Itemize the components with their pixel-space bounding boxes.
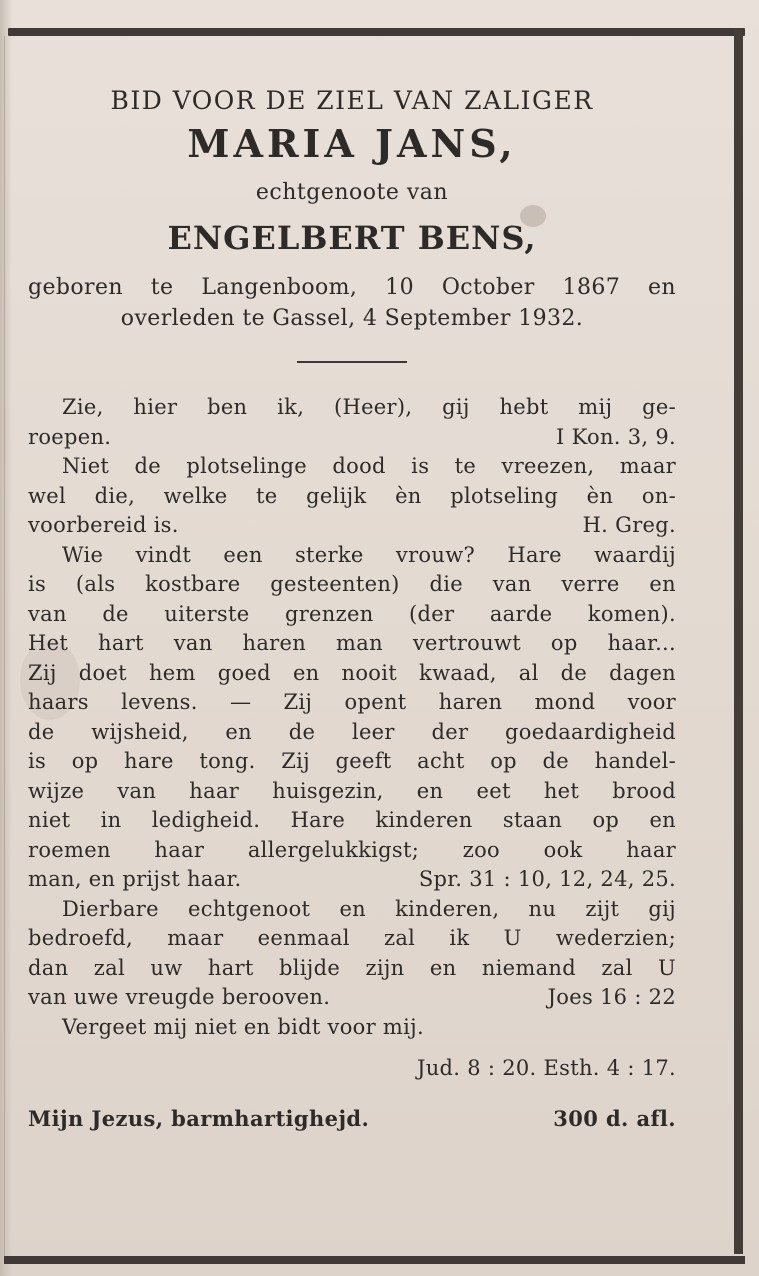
relation-text: echtgenoote van	[255, 180, 449, 205]
verse-line: Zie, hier ben ik, (Heer), gij hebt mij ge-	[62, 395, 676, 419]
death-line: overleden te Gassel, 4 September 1932.	[120, 306, 584, 331]
card-content	[28, 86, 676, 1131]
verse-line: wel die, welke te gelijk èn plotseling èn on-	[28, 483, 676, 508]
border-top	[8, 28, 745, 36]
verse-line: Het hart van haren man vertrouwt op haar...	[28, 631, 676, 655]
verse-line: is (als kostbare gesteenten) die van verre en	[28, 572, 676, 596]
verse-line: Zij doet hem goed en nooit kwaad, al de dagen	[28, 660, 676, 685]
verse-reference: I Kon. 3, 9.	[556, 424, 676, 449]
verse-line	[28, 865, 676, 895]
verse-text: roepen.	[28, 424, 112, 449]
border-left	[4, 36, 5, 1258]
verse-line: wijze van haar huisgezin, en eet het brood	[28, 778, 676, 803]
verse-line	[28, 511, 676, 541]
birth-line: geboren te Langenboom, 10 October 1867 en	[28, 275, 676, 300]
card-heading	[28, 86, 676, 257]
verse-reference: H. Greg.	[582, 513, 676, 537]
verse-text: van uwe vreugde berooven.	[28, 985, 331, 1009]
verse-line: Vergeet mij niet en bidt voor mij.	[62, 1014, 424, 1039]
verse-line	[28, 423, 676, 453]
verse-line: Dierbare echtgenoot en kinderen, nu zijt gij	[62, 896, 676, 921]
verse-line	[28, 983, 676, 1013]
card-footer	[28, 1106, 676, 1131]
verse-line: bedroefd, maar eenmaal zal ik U wederzien;	[28, 926, 676, 950]
verse-line: van de uiterste grenzen (der aarde komen).	[28, 601, 676, 626]
prayer-heading: BID VOOR DE ZIEL VAN ZALIGER	[110, 86, 594, 115]
verse-line: dan zal uw hart blijde zijn en niemand zal U	[28, 955, 676, 980]
verses-block	[28, 393, 676, 1084]
verse-line: niet in ledigheid. Hare kinderen staan op en	[28, 808, 676, 832]
footer-prayer: Mijn Jezus, barmhartighejd.	[28, 1105, 370, 1131]
verse-line: is op hare tong. Zij geeft acht op de handel-	[28, 749, 676, 773]
verse-reference: Jud. 8 : 20. Esth. 4 : 17.	[417, 1056, 676, 1080]
paper-edge	[0, 0, 12, 1276]
divider	[297, 361, 407, 363]
verse-line: haars levens. — Zij opent haren mond voor	[28, 690, 676, 714]
verse-line: de wijsheid, en de leer der goedaardigheid	[28, 719, 676, 744]
border-right	[734, 28, 743, 1254]
deceased-name: MARIA JANS,	[187, 121, 517, 166]
verse-text: voorbereid is.	[28, 513, 179, 537]
spouse-name: ENGELBERT BENS,	[167, 219, 537, 257]
verse-reference: Spr. 31 : 10, 12, 24, 25.	[418, 867, 676, 891]
verse-line: Wie vindt een sterke vrouw? Hare waardij	[62, 542, 676, 567]
verse-line: Niet de plotselinge dood is te vreezen, maar	[62, 454, 676, 478]
verse-line: roemen haar allergelukkigst; zoo ook haar	[28, 837, 676, 862]
indulgence-note: 300 d. afl.	[553, 1105, 676, 1131]
border-bottom	[4, 1256, 745, 1264]
verse-text: man, en prijst haar.	[28, 867, 242, 891]
verse-reference: Joes 16 : 22	[547, 985, 676, 1009]
